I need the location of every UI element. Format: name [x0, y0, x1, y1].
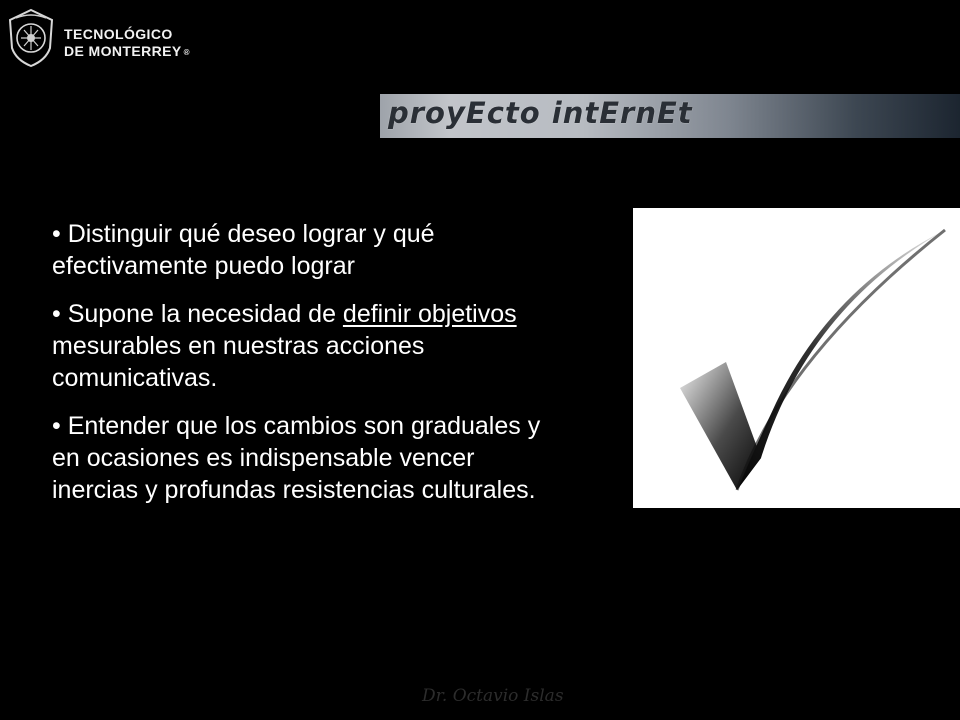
project-banner [380, 94, 960, 138]
author-signature: Dr. Octavio Islas [422, 686, 564, 706]
checkmark-image [633, 208, 960, 508]
checkmark-icon [633, 208, 960, 508]
bullet-text: mesurables en nuestras acciones comunicativas. [52, 332, 425, 392]
bullet-text: • Entender que los cambios son graduales y en ocasiones es indispensable vencer inercias y profundas resistencias culturales. [52, 412, 541, 504]
banner-title: proyEcto intErnEt [388, 96, 693, 130]
bullet-text: • Supone la necesidad de [52, 300, 343, 328]
logo-line-2: DE MONTERREY ® [64, 43, 190, 59]
bullet-text: • Distinguir qué deseo lograr y qué efectivamente puedo lograr [52, 220, 435, 280]
bullet-item [52, 298, 552, 394]
logo-wordmark [64, 26, 190, 61]
logo-line-1: TECNOLÓGICO [64, 26, 173, 42]
bullet-item [52, 410, 552, 506]
bullet-list [52, 218, 552, 522]
institution-seal-icon [6, 8, 56, 68]
tec-logo [6, 8, 206, 70]
registered-mark: ® [183, 48, 190, 57]
underlined-text: definir objetivos [342, 300, 517, 328]
bullet-item [52, 218, 552, 282]
